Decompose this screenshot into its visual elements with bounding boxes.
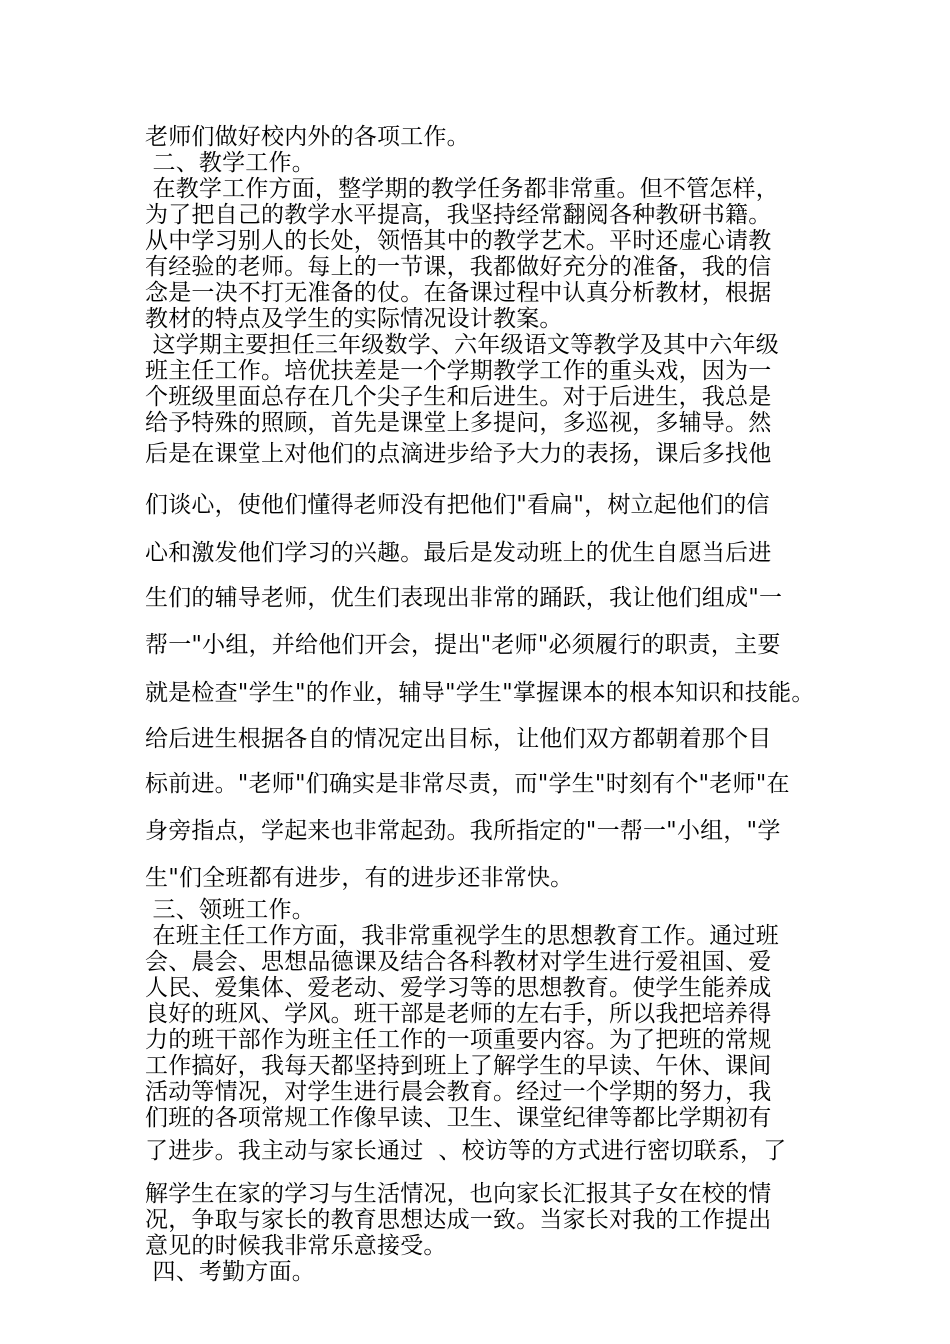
text-line: 了进步。我主动与家长通过 、校访等的方式进行密切联系，了 <box>145 1138 787 1164</box>
text-line: 人民、爱集体、爱老动、爱学习等的思想教育。使学生能养成 <box>145 975 772 1001</box>
text-line: 从中学习别人的长处，领悟其中的教学艺术。平时还虚心请教 <box>145 228 772 254</box>
text-line: 工作搞好，我每天都坚持到班上了解学生的早读、午休、课间 <box>145 1053 772 1079</box>
text-line: 良好的班风、学风。班干部是老师的左右手，所以我把培养得 <box>145 1001 772 1027</box>
text-line: 解学生在家的学习与生活情况，也向家长汇报其子女在校的情 <box>145 1181 772 1207</box>
text-line: 班主任工作。培优扶差是一个学期教学工作的重头戏，因为一 <box>145 358 772 384</box>
text-line: 后是在课堂上对他们的点滴进步给予大力的表扬，课后多找他 <box>145 441 772 467</box>
text-line: 在班主任工作方面，我非常重视学生的思想教育工作。通过班 <box>145 923 779 949</box>
text-line: 生们的辅导老师，优生们表现出非常的踊跃，我让他们组成"一 <box>145 585 783 611</box>
text-line: 为了把自己的教学水平提高，我坚持经常翻阅各种教研书籍。 <box>145 202 772 228</box>
text-line: 就是检查"学生"的作业，辅导"学生"掌握课本的根本知识和技能。 <box>145 680 815 706</box>
text-line: 心和激发他们学习的兴趣。最后是发动班上的优生自愿当后进 <box>145 540 772 566</box>
text-line: 力的班干部作为班主任工作的一项重要内容。为了把班的常规 <box>145 1027 772 1053</box>
text-line: 身旁指点，学起来也非常起劲。我所指定的"一帮一"小组，"学 <box>145 818 781 844</box>
text-line: 教材的特点及学生的实际情况设计教案。 <box>145 306 563 332</box>
text-line: 这学期主要担任三年级数学、六年级语文等教学及其中六年级 <box>145 332 779 358</box>
text-line: 老师们做好校内外的各项工作。 <box>145 124 470 150</box>
section-heading-class-leadership: 三、领班工作。 <box>145 897 315 923</box>
text-line: 个班级里面总存在几个尖子生和后进生。对于后进生，我总是 <box>145 384 772 410</box>
text-line: 标前进。"老师"们确实是非常尽责，而"学生"时刻有个"老师"在 <box>145 771 790 797</box>
text-line: 有经验的老师。每上的一节课，我都做好充分的准备，我的信 <box>145 254 772 280</box>
text-line: 帮一"小组，并给他们开会，提出"老师"必须履行的职责，主要 <box>145 632 781 658</box>
text-line: 念是一决不打无准备的仗。在备课过程中认真分析教材，根据 <box>145 280 772 306</box>
text-line: 活动等情况，对学生进行晨会教育。经过一个学期的努力，我 <box>145 1079 772 1105</box>
text-line: 给予特殊的照顾，首先是课堂上多提问，多巡视，多辅导。然 <box>145 410 772 436</box>
text-line: 会、晨会、思想品德课及结合各科教材对学生进行爱祖国、爱 <box>145 949 772 975</box>
text-line: 意见的时候我非常乐意接受。 <box>145 1233 447 1259</box>
text-line: 况，争取与家长的教育思想达成一致。当家长对我的工作提出 <box>145 1207 772 1233</box>
text-line: 们班的各项常规工作像早读、卫生、课堂纪律等都比学期初有 <box>145 1105 772 1131</box>
section-heading-teaching: 二、教学工作。 <box>145 150 315 176</box>
text-line: 给后进生根据各自的情况定出目标，让他们双方都朝着那个目 <box>145 726 772 752</box>
text-line: 生"们全班都有进步，有的进步还非常快。 <box>145 865 574 891</box>
section-heading-attendance: 四、考勤方面。 <box>145 1259 315 1285</box>
text-line: 们谈心，使他们懂得老师没有把他们"看扁"，树立起他们的信 <box>145 492 770 518</box>
text-line: 在教学工作方面，整学期的教学任务都非常重。但不管怎样， <box>145 176 779 202</box>
